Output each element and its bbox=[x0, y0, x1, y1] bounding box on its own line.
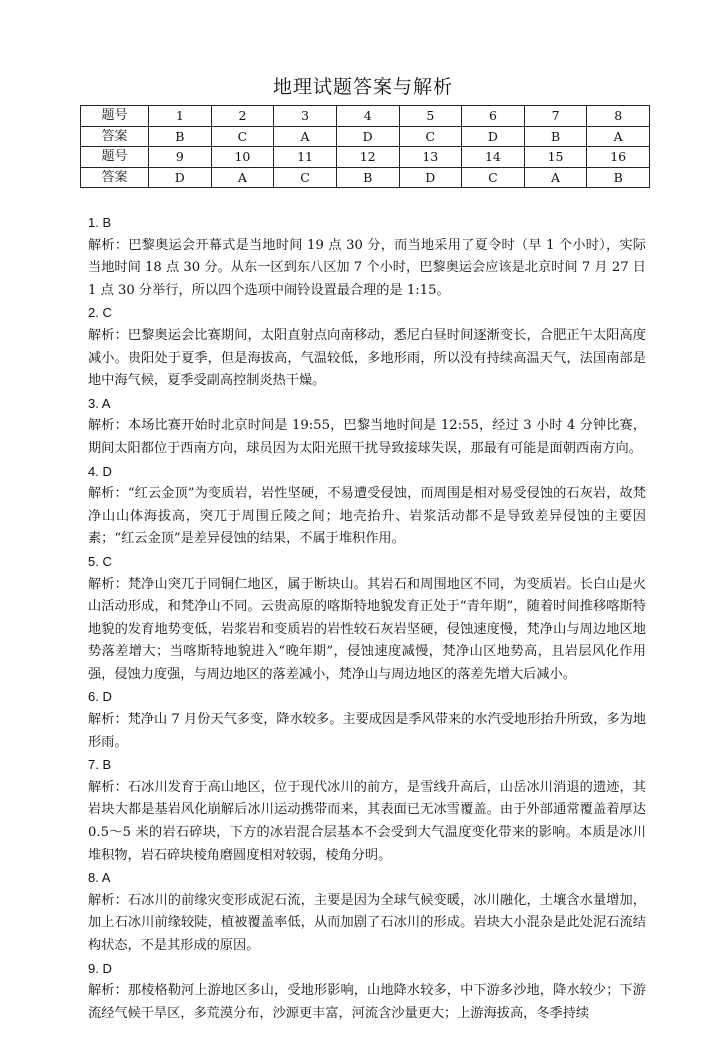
answer-cell: A bbox=[524, 167, 587, 188]
answer-cell: B bbox=[336, 167, 399, 188]
answer-cell: 15 bbox=[524, 147, 587, 168]
explanations bbox=[88, 212, 646, 1025]
answer-cell: 12 bbox=[336, 147, 399, 168]
question-number: 9. D bbox=[88, 960, 112, 976]
answer-cell: 8 bbox=[587, 106, 650, 127]
answer-cell: B bbox=[524, 126, 587, 147]
question-number: 7. B bbox=[88, 757, 112, 773]
row-label: 题号 bbox=[81, 147, 149, 168]
explanation-text: 解析：“红云金顶”为变质岩，岩性坚硬，不易遭受侵蚀，而周围是相对易受侵蚀的石灰岩，故梵净山山体海拔高，突兀于周围丘陵之间；地壳抬升、岩浆活动都不是导致差异侵蚀的主要因素；“红云金顶”是差异侵蚀的结果，不属于堆积作用。 bbox=[88, 486, 646, 547]
question-number: 3. A bbox=[88, 395, 111, 411]
answer-cell: C bbox=[399, 126, 462, 147]
answer-cell: A bbox=[274, 126, 337, 147]
question-number: 8. A bbox=[88, 870, 111, 886]
answer-table bbox=[80, 105, 650, 188]
answer-cell: 6 bbox=[462, 106, 525, 127]
question-number: 6. D bbox=[88, 689, 112, 705]
answer-cell: 5 bbox=[399, 106, 462, 127]
answer-cell: A bbox=[211, 167, 274, 188]
answer-cell: C bbox=[211, 126, 274, 147]
question-number: 4. D bbox=[88, 463, 112, 479]
answer-table-row bbox=[81, 167, 650, 188]
explanation-text: 解析：梵净山 7 月份天气多变，降水较多。主要成因是季风带来的水汽受地形抬升所致，多为地形雨。 bbox=[88, 712, 646, 750]
question-number: 5. C bbox=[88, 553, 112, 569]
answer-cell: A bbox=[587, 126, 650, 147]
explanation-text: 解析：巴黎奥运会比赛期间，太阳直射点向南移动，悉尼白昼时间逐渐变长，合肥正午太阳高度减小。贵阳处于夏季，但是海拔高，气温较低，多地形雨，所以没有持续高温天气，法国南部是地中海气候，夏季受副高控制炎热干燥。 bbox=[88, 327, 646, 389]
answer-table-row bbox=[81, 126, 650, 147]
page-title: 地理试题答案与解析 bbox=[272, 76, 453, 98]
question-number: 1. B bbox=[88, 215, 112, 230]
answer-cell: D bbox=[399, 167, 462, 188]
row-label: 答案 bbox=[81, 167, 149, 188]
answer-cell: C bbox=[274, 167, 337, 188]
answer-cell: D bbox=[149, 167, 212, 188]
answer-cell: C bbox=[462, 167, 525, 188]
answer-cell: 9 bbox=[149, 147, 212, 168]
explanation-text: 解析：那棱格勒河上游地区多山，受地形影响，山地降水较多，中下游多沙地，降水较少；下游流经气候干旱区，多荒漠分布，沙源更丰富，河流含沙量更大；上游海拔高，冬季持续 bbox=[88, 983, 646, 1021]
answer-cell: 10 bbox=[211, 147, 274, 168]
answer-cell: 3 bbox=[274, 106, 337, 127]
explanation-text: 解析：巴黎奥运会开幕式是当地时间 19 点 30 分，而当地采用了夏令时（早 1 个小时），实际当地时间 18 点 30 分。从东一区到东八区加 7 个小时，巴黎奥运会应该是北京时间 7 月 27 日 1 点 30 分举行，所以四个选项中闹铃设置最合理的是 1:15。 bbox=[88, 237, 646, 298]
answer-cell: 14 bbox=[462, 147, 525, 168]
answer-cell: 16 bbox=[587, 147, 650, 168]
question-number: 2. C bbox=[88, 305, 112, 321]
row-label: 题号 bbox=[81, 106, 149, 127]
answer-cell: D bbox=[462, 126, 525, 147]
explanation-text: 解析：梵净山突兀于同铜仁地区，属于断块山。其岩石和周围地区不同，为变质岩。长白山是火山活动形成，和梵净山不同。云贵高原的喀斯特地貌发育正处于“青年期”，随着时间推移喀斯特地貌的发育地势变低，岩浆岩和变质岩的岩性较石灰岩坚硬，侵蚀速度慢，梵净山与周边地区地势落差增大；当喀斯特地貌进入“晚年期”，侵蚀速度减慢，梵净山区地势高，且岩层风化作用强，侵蚀力度强，与周边地区的落差减小，梵净山与周边地区的落差先增大后减小。 bbox=[88, 576, 646, 682]
answer-cell: B bbox=[587, 167, 650, 188]
answer-cell: 4 bbox=[336, 106, 399, 127]
answer-cell: 1 bbox=[149, 106, 212, 127]
answer-cell: B bbox=[149, 126, 212, 147]
answer-table-row bbox=[81, 106, 650, 127]
answer-cell: 7 bbox=[524, 106, 587, 127]
answer-table-row bbox=[81, 147, 650, 168]
answer-cell: 2 bbox=[211, 106, 274, 127]
explanation-text: 解析：石冰川的前缘灾变形成泥石流，主要是因为全球气候变暖，冰川融化，土壤含水量增加，加上石冰川前缘较陡，植被覆盖率低，从而加剧了石冰川的形成。岩块大小混杂是此处泥石流结构状态，不是其形成的原因。 bbox=[88, 892, 646, 953]
explanation-text: 解析：石冰川发育于高山地区，位于现代冰川的前方，是雪线升高后，山岳冰川消退的遗迹，其岩块大都是基岩风化崩解后冰川运动携带而来，其表面已无冰雪覆盖。由于外部通常覆盖着厚达 0.5～5 米的岩石碎块，下方的冰岩混合层基本不会受到大气温度变化带来的影响。本质是冰川堆积物，岩石碎块棱角磨圆度相对较弱，棱角分明。 bbox=[88, 779, 646, 863]
explanation-text: 解析：本场比赛开始时北京时间是 19:55，巴黎当地时间是 12:55，经过 3 小时 4 分钟比赛，期间太阳都位于西南方向，球员因为太阳光照干扰导致接球失误，那最有可能是面朝西南方向。 bbox=[88, 418, 646, 456]
answer-cell: 13 bbox=[399, 147, 462, 168]
row-label: 答案 bbox=[81, 126, 149, 147]
answer-cell: D bbox=[336, 126, 399, 147]
answer-cell: 11 bbox=[274, 147, 337, 168]
